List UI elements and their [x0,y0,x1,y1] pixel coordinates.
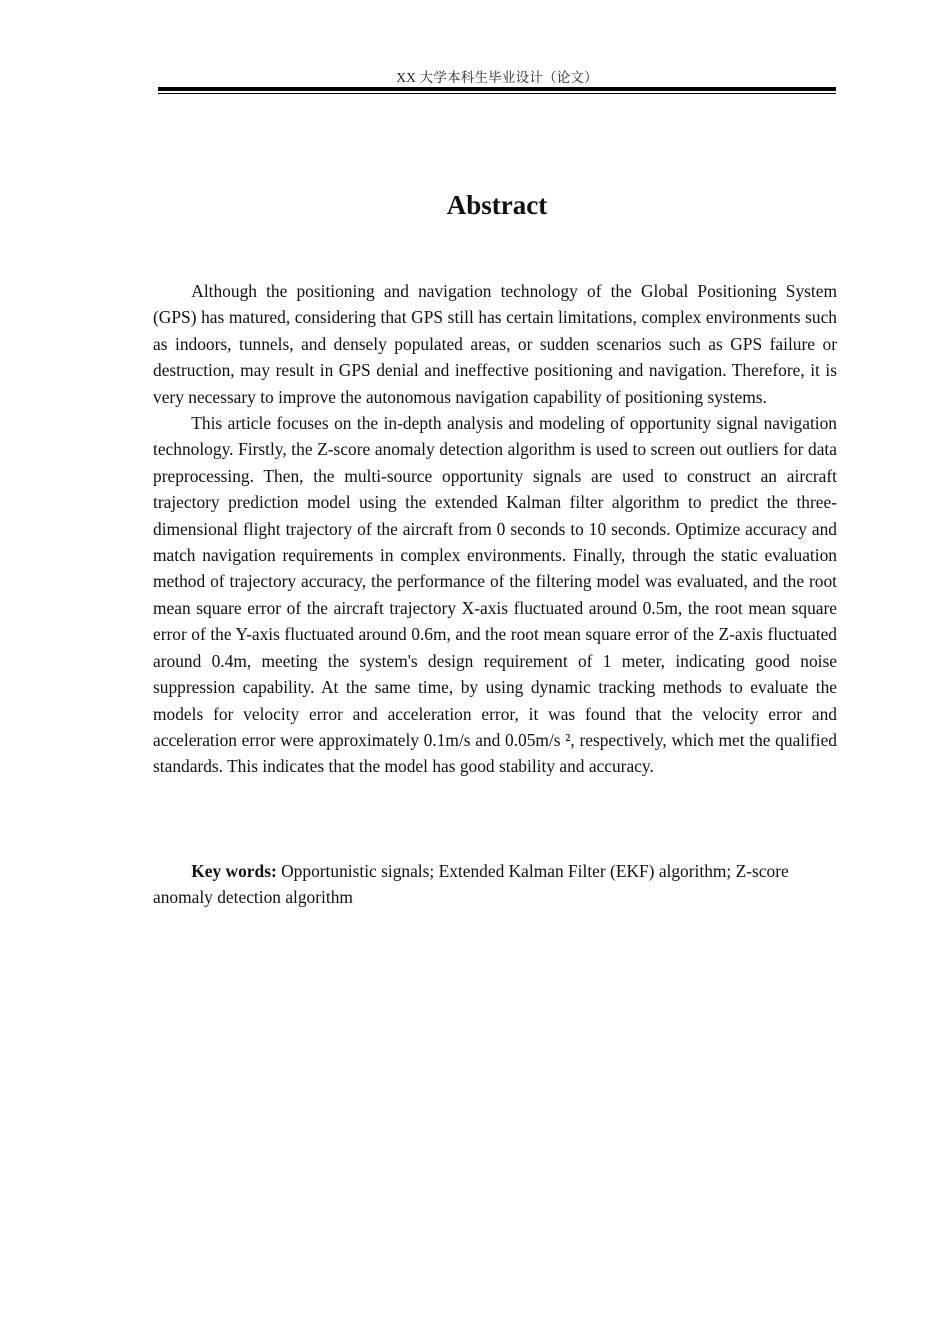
header-rule-thin [158,93,836,94]
header-rule-thick [158,87,836,91]
keywords [153,858,837,911]
abstract-body [153,278,837,780]
abstract-title: Abstract [446,190,548,220]
abstract-paragraph-2: This article focuses on the in-depth analysis and modeling of opportunity signal navigation technology. Firstly, the Z-score anomaly detection algorithm is used to screen out outliers for data preprocessing. Then, the multi-source opportunity signals are used to construct an aircraft trajectory prediction model using the extended Kalman filter algorithm to predict the three-dimensional flight trajectory of the aircraft from 0 seconds to 10 seconds. Optimize accuracy and match navigation requirements in complex environments. Finally, through the static evaluation method of trajectory accuracy, the performance of the filtering model was evaluated, and the root mean square error of the aircraft trajectory X-axis fluctuated around 0.5m, the root mean square error of the Y-axis fluctuated around 0.6m, and the root mean square error of the Z-axis fluctuated around 0.4m, meeting the system's design requirement of 1 meter, indicating good noise suppression capability. At the same time, by using dynamic tracking methods to evaluate the models for velocity error and acceleration error, it was found that the velocity error and acceleration error were approximately 0.1m/s and 0.05m/s ², respectively, which met the qualified standards. This indicates that the model has good stability and accuracy. [153,413,837,777]
abstract-paragraph-1: Although the positioning and navigation technology of the Global Positioning System (GPS) has matured, considering that GPS still has certain limitations, complex environments such as indoors, tunnels, and densely populated areas, or sudden scenarios such as GPS failure or destruction, may result in GPS denial and ineffective positioning and navigation. Therefore, it is very necessary to improve the autonomous navigation capability of positioning systems. [153,281,837,407]
running-header: XX 大学本科生毕业设计（论文） [396,70,598,85]
keywords-text: Opportunistic signals; Extended Kalman Filter (EKF) algorithm; Z-score anomaly detection algorithm [153,861,789,908]
keywords-label: Key words: [191,861,277,881]
